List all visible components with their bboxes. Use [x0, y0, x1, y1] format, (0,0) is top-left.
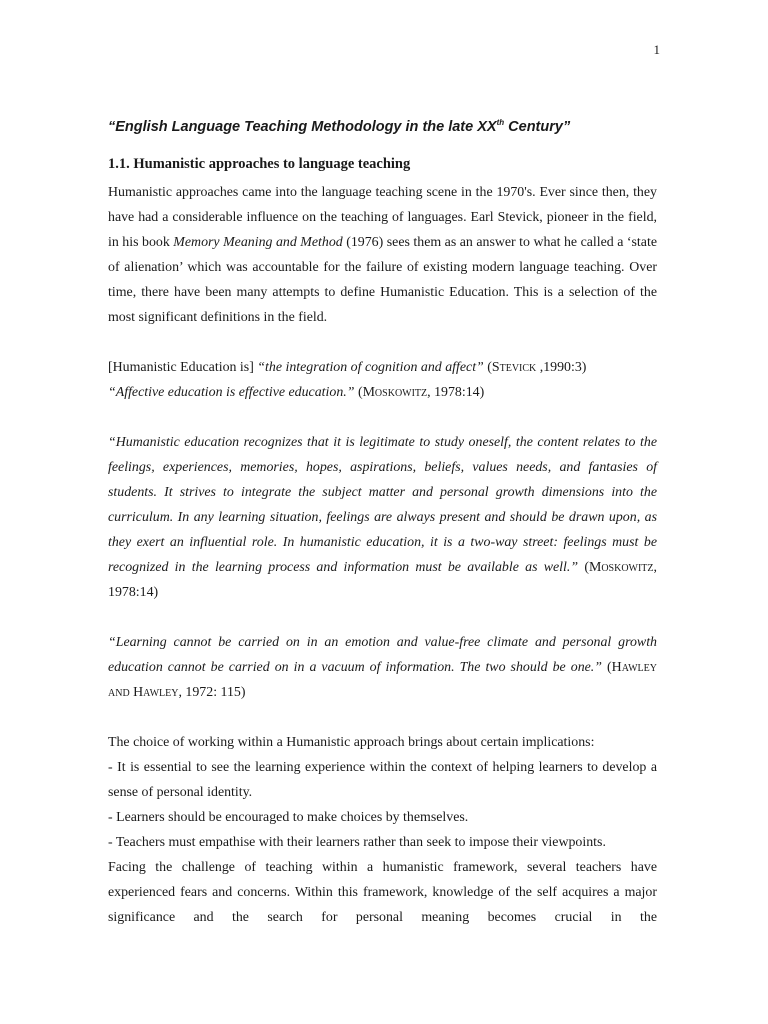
- quote-hawley-citation: (Hawley and Hawley, 1972: 115): [108, 660, 657, 700]
- document-title: [108, 112, 657, 142]
- quote-moskowitz: [108, 430, 657, 605]
- quote-moskowitz-citation: (Moskowitz, 1978:14): [108, 560, 658, 600]
- title-main: “English Language Teaching Methodology in the late XX: [108, 119, 497, 135]
- page-content: [108, 112, 657, 930]
- intro-paragraph: [108, 180, 657, 330]
- definition-1: [108, 355, 657, 380]
- quote-moskowitz-text: “Humanistic education recognizes that it is legitimate to study oneself, the content relates to the feelings, experiences, memories, hopes, aspirations, beliefs, values needs, and fantasies of students. It strives to integrate the subject matter and personal growth dimensions into the curriculum. In any learning situation, feelings are always present and should be drawn upon, as they exert an influential role. In humanistic education, it is a two-way street: feelings must be recognized in the learning process and information must be available as well.”: [108, 435, 657, 575]
- section-heading: 1.1. Humanistic approaches to language teaching: [108, 156, 411, 172]
- title-superscript: th: [496, 118, 505, 128]
- implications-intro: The choice of working within a Humanistic approach brings about certain implications:: [108, 735, 595, 750]
- title-end: Century”: [504, 119, 571, 135]
- closing-paragraph: Facing the challenge of teaching within a humanistic framework, several teachers have experienced fears and concerns. Within this framework, knowledge of the self acquires a major significance and the search for personal meaning becomes crucial in the: [108, 860, 657, 925]
- quote-hawley-text: “Learning cannot be carried on in an emotion and value-free climate and personal growth education cannot be carried on in a vacuum of information. The two should be one.”: [108, 635, 657, 675]
- definition-1-citation: (Stevick ,1990:3): [483, 360, 587, 375]
- implication-item-1: - It is essential to see the learning experience within the context of helping learners to develop a sense of personal identity.: [108, 760, 657, 800]
- implication-item-2: - Learners should be encouraged to make choices by themselves.: [108, 810, 469, 825]
- definition-1-quote: “the integration of cognition and affect”: [257, 360, 484, 375]
- quote-hawley: [108, 630, 657, 705]
- page-number: 1: [653, 42, 660, 57]
- definition-2: [108, 380, 657, 405]
- book-title: Memory Meaning and Method: [173, 235, 343, 250]
- intro-text-part1: Humanistic approaches came into the language teaching scene in the 1970's. Ever since then, they have had a considerable influence on the teaching of languages. Earl Stevick, pioneer in the field, in his book: [108, 185, 657, 250]
- definition-2-quote: “Affective education is effective education.”: [108, 385, 355, 400]
- implication-item-3: - Teachers must empathise with their learners rather than seek to impose their viewpoints.: [108, 835, 606, 850]
- definition-1-prefix: [Humanistic Education is]: [108, 360, 258, 375]
- definition-2-citation: (Moskowitz, 1978:14): [354, 385, 485, 400]
- intro-text-part2: (1976) sees them as an answer to what he called a ‘state of alienation’ which was accountable for the failure of existing modern language teaching. Over time, there have been many attempts to define Humanistic Education. This is a selection of the most significant definitions in the field.: [108, 235, 657, 325]
